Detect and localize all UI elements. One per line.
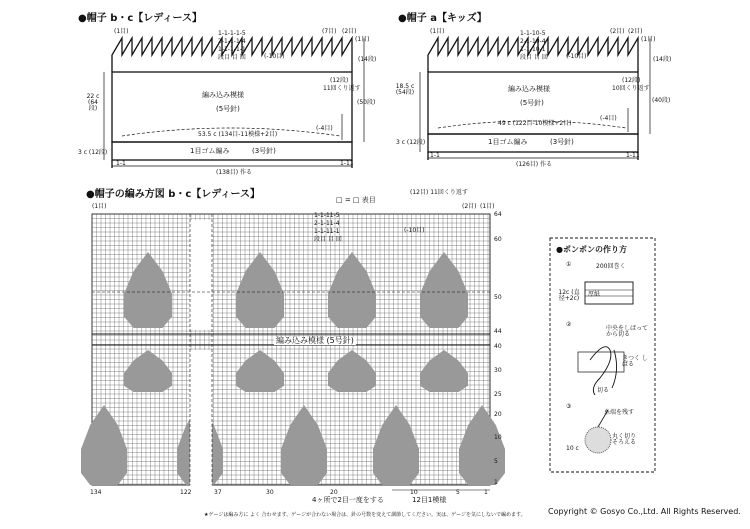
chart-footnote: ★ゲージは編み方に よく 合わせます。ゲージが合わない場合は、針の号数を変えて調節してください。実は、ゲージを気にしないで編めます。	[204, 512, 526, 518]
row-label-44: 44	[494, 328, 502, 335]
chart-title: ●帽子の編み方図 b・c【レディース】	[86, 189, 260, 200]
hat-a-height-rib: 3 c (12段)	[396, 139, 426, 146]
row-label-64: 64	[494, 211, 502, 218]
row-label-10: 10	[494, 434, 502, 441]
col-label-37: 37	[214, 489, 222, 496]
hat-bc-rows-note: 1-1-1-1-5 2-1-1-1-4 1-1-1-1-1 段目 目 回	[218, 30, 246, 61]
pompom-step2-cut: 切る	[597, 387, 610, 394]
hat-a-title: ●帽子 a【キッズ】	[398, 13, 487, 24]
pompom-step2-note2: きつく しばる	[622, 355, 648, 368]
pompom-step1: ①	[566, 261, 572, 268]
chart-white-gaps	[190, 220, 212, 486]
hat-a-count-left: (1目)	[430, 28, 445, 35]
chart-repeat-note: (12目) 11回くり返す	[410, 189, 468, 196]
row-label-60: 60	[494, 236, 502, 243]
pompom-step1-size: 12c (直径+2c)	[558, 289, 580, 302]
hat-bc-rib-needle: (3号針)	[252, 147, 276, 155]
motif-drop	[328, 350, 376, 392]
pompom-step1-wind: 200回巻く	[596, 263, 626, 270]
chart-minus10: (-10目)	[404, 227, 425, 234]
chart-count2: (2目)	[462, 203, 477, 210]
motif-drop	[236, 350, 284, 392]
pompom-step1-paper: 厚紙	[588, 291, 601, 298]
hat-bc-height-rib: 3 c (12段)	[78, 149, 108, 156]
col-label-1: 1	[484, 489, 488, 496]
col-label-5: 5	[456, 489, 460, 496]
chart-count1: (1目)	[480, 203, 495, 210]
motif-drop	[281, 405, 327, 485]
col-label-134: 134	[90, 489, 102, 496]
pompom-step2-note1: 中央をしばって から切る	[606, 325, 649, 338]
hat-a-dec-note: (-4目)	[600, 115, 617, 122]
hat-bc-count-left: (1目)	[114, 28, 129, 35]
hat-a-count-right1: (2目)	[610, 28, 625, 35]
hat-a-rows3: 10回くり返す	[612, 85, 650, 92]
hat-bc-rib	[112, 142, 352, 160]
hat-a-corner-right: 1-11	[626, 152, 640, 159]
row-label-5: 5	[494, 458, 498, 465]
hat-bc-count-right1: (7目)	[322, 28, 337, 35]
chart-top-left-note: (1目)	[92, 203, 107, 210]
hat-a-rows1: (14段)	[653, 56, 672, 63]
motif-drop	[420, 350, 468, 392]
hat-a-count-mid: (-10目)	[566, 53, 587, 60]
hat-a-rows4: (40段)	[652, 97, 671, 104]
hat-a-count-right3: (1目)	[641, 36, 656, 43]
row-label-1: 1	[494, 479, 498, 486]
row-label-30: 30	[494, 367, 502, 374]
hat-bc-rib-label: 1目ゴム編み	[190, 147, 230, 155]
motif-drop	[124, 350, 172, 392]
copyright-text: Copyright © Gosyo Co.,Ltd. All Rights Reserved.	[548, 507, 741, 516]
hat-a-needle: (5号針)	[520, 99, 544, 107]
col-label-10: 10	[410, 489, 418, 496]
hat-bc-dec-note: (-4目)	[316, 125, 333, 132]
pompom-step3-trim: 丸く切り そろえる	[612, 433, 637, 446]
chart-pattern-label: 編み込み模様 (5号針)	[276, 336, 354, 345]
chart-bottom-note: 4ヶ所で2目一度をする	[312, 496, 384, 504]
pompom-step3-size: 10 c	[566, 445, 579, 452]
row-label-40: 40	[494, 343, 502, 350]
hat-a-pattern: 編み込み模様	[508, 85, 550, 93]
pompom-step3-note: 糸端を残す	[604, 409, 635, 416]
pompom-step2: ②	[566, 321, 572, 328]
chart-motifs	[81, 252, 505, 485]
chart-bottom-note2: 12目1模様	[412, 496, 447, 504]
pompom-title: ●ポンポンの作り方	[556, 245, 627, 254]
row-label-50: 50	[494, 294, 502, 301]
hat-bc-rows1: (14段)	[358, 56, 377, 63]
hat-a-rib	[428, 134, 638, 152]
hat-bc-count-right2: (2目)	[342, 28, 357, 35]
hat-a-corner-left: 1-1	[430, 152, 440, 159]
hat-a-stitch-line: 49 c (122目-10模様+2目)	[498, 120, 572, 127]
hat-a-cast-on: (126目) 作る	[516, 161, 553, 168]
hat-bc-pattern: 編み込み模様	[202, 91, 244, 99]
hat-a-rows-note: 1-1-10-5 2-1-10-4 1-1-10-1 段目 目 回	[520, 30, 548, 61]
hat-bc-cast-on: (138目) 作る	[216, 169, 253, 176]
hat-bc-count-right3: (1目)	[355, 36, 370, 43]
chart-dec-note: 1-1-11-5 2-1-11-4 1-1-11-1 段目 目 回	[314, 212, 342, 243]
hat-a-rib-label: 1目ゴム編み	[488, 138, 528, 146]
hat-bc-rows3: 11回くり返す	[323, 85, 361, 92]
hat-bc-height-main: 22 c (64段)	[86, 93, 100, 112]
hat-a-count-right2: (2目)	[628, 28, 643, 35]
row-label-25: 25	[494, 391, 502, 398]
col-label-20: 20	[330, 489, 338, 496]
hat-bc-needle: (5号針)	[216, 105, 240, 113]
hat-a-height-main: 18.5 c (54段)	[395, 83, 415, 96]
pompom-ball	[585, 427, 611, 453]
hat-bc-rows2: (12段)	[330, 77, 349, 84]
row-label-20: 20	[494, 411, 502, 418]
hat-bc-corner-right: 1-11	[340, 160, 354, 167]
hat-bc-corner-left: 1-1	[116, 160, 126, 167]
hat-bc-title: ●帽子 b・c【レディース】	[78, 13, 202, 24]
col-label-122: 122	[180, 489, 192, 496]
hat-a-rows2: (12段)	[622, 77, 641, 84]
hat-a-rib-needle: (3号針)	[550, 138, 574, 146]
pompom-step3: ③	[566, 403, 572, 410]
chart-legend: □ = □ 表目	[336, 196, 376, 204]
hat-bc-count-mid: (-10目)	[264, 53, 285, 60]
hat-bc-stitch-line: 53.5 c (134目-11模様+2目)	[198, 131, 278, 138]
hat-bc-rows4: (50段)	[357, 99, 376, 106]
col-label-30: 30	[266, 489, 274, 496]
motif-drop	[81, 405, 127, 485]
